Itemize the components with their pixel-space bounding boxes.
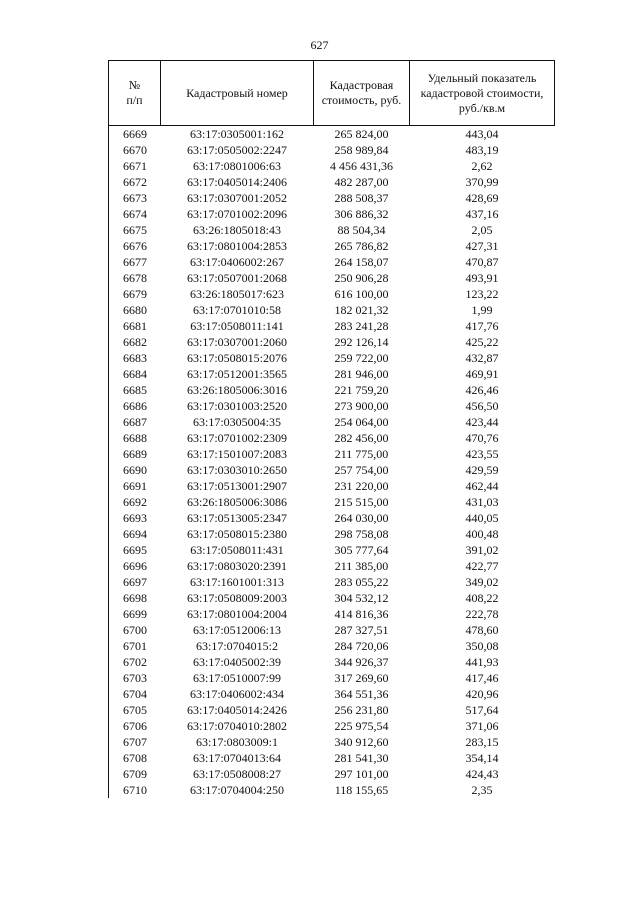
- specific-value: 469,91: [465, 367, 499, 381]
- row-number: 6669: [123, 127, 147, 141]
- specific-value: 517,64: [465, 703, 499, 717]
- specific-value: 427,31: [465, 239, 499, 253]
- row-number: 6675: [123, 223, 147, 237]
- cadastral-value: 182 021,32: [334, 303, 389, 317]
- table-row: [109, 254, 555, 270]
- row-number: 6686: [123, 399, 147, 413]
- row-number: 6690: [123, 463, 147, 477]
- cadastral-number: 63:17:0704010:2802: [186, 719, 287, 733]
- table-row: [109, 334, 555, 350]
- cadastral-value: 282 456,00: [334, 431, 389, 445]
- cadastral-value: 259 722,00: [334, 351, 389, 365]
- row-number: 6694: [123, 527, 147, 541]
- cadastral-value: 273 900,00: [334, 399, 389, 413]
- table-row: [109, 398, 555, 414]
- table-row: [109, 526, 555, 542]
- cadastral-number: 63:17:0405014:2426: [186, 703, 287, 717]
- cadastral-number: 63:17:0508009:2003: [186, 591, 287, 605]
- row-number: 6684: [123, 367, 147, 381]
- cadastral-value: 211 775,00: [334, 447, 389, 461]
- cadastral-number: 63:17:0508011:141: [190, 319, 284, 333]
- row-number: 6702: [123, 655, 147, 669]
- row-number: 6680: [123, 303, 147, 317]
- cadastral-number: 63:17:0701002:2096: [186, 207, 287, 221]
- table-row: [109, 286, 555, 302]
- cadastral-value: 616 100,00: [334, 287, 389, 301]
- table-row: [109, 782, 555, 798]
- cadastral-value: 257 754,00: [334, 463, 389, 477]
- table-row: [109, 590, 555, 606]
- specific-value: 478,60: [465, 623, 499, 637]
- table-row: [109, 622, 555, 638]
- table-body: [109, 126, 555, 799]
- row-number: 6695: [123, 543, 147, 557]
- cadastral-number: 63:17:0307001:2060: [186, 335, 287, 349]
- row-number: 6691: [123, 479, 147, 493]
- header-cadastral-number: Кадастровый номер: [161, 61, 314, 126]
- specific-value: 1,99: [471, 303, 493, 317]
- row-number: 6677: [123, 255, 147, 269]
- cadastral-value: 211 385,00: [334, 559, 389, 573]
- cadastral-value: 264 030,00: [334, 511, 389, 525]
- row-number: 6704: [123, 687, 147, 701]
- table-row: [109, 238, 555, 254]
- table-row: [109, 766, 555, 782]
- cadastral-value: 281 946,00: [334, 367, 389, 381]
- cadastral-value: 317 269,60: [334, 671, 389, 685]
- cadastral-value: 221 759,20: [334, 383, 389, 397]
- row-number: 6670: [123, 143, 147, 157]
- row-number: 6682: [123, 335, 147, 349]
- cadastral-value: 482 287,00: [334, 175, 389, 189]
- row-number: 6688: [123, 431, 147, 445]
- cadastral-number: 63:17:0801004:2004: [186, 607, 287, 621]
- cadastral-number: 63:17:0508011:431: [190, 543, 284, 557]
- cadastral-value: 225 975,54: [334, 719, 389, 733]
- cadastral-value: 283 241,28: [334, 319, 389, 333]
- cadastral-value: 298 758,08: [334, 527, 389, 541]
- cadastral-number: 63:17:0405014:2406: [186, 175, 287, 189]
- page-number: 627: [310, 38, 329, 52]
- cadastral-value: 364 551,36: [334, 687, 389, 701]
- cadastral-number: 63:26:1805017:623: [189, 287, 284, 301]
- cadastral-value: 4 456 431,36: [330, 159, 393, 173]
- table-row: [109, 222, 555, 238]
- row-number: 6672: [123, 175, 147, 189]
- cadastral-number: 63:17:0507001:2068: [186, 271, 287, 285]
- specific-value: 456,50: [465, 399, 499, 413]
- specific-value: 400,48: [465, 527, 499, 541]
- table-row: [109, 734, 555, 750]
- table-row: [109, 510, 555, 526]
- row-number: 6692: [123, 495, 147, 509]
- cadastral-number: 63:17:0508015:2380: [186, 527, 287, 541]
- cadastral-value: 414 816,36: [334, 607, 389, 621]
- table-row: [109, 206, 555, 222]
- specific-value: 283,15: [465, 735, 499, 749]
- table-row: [109, 542, 555, 558]
- row-number: 6710: [123, 783, 147, 797]
- table-row: [109, 382, 555, 398]
- cadastral-number: 63:17:0704013:64: [192, 751, 281, 765]
- cadastral-value: 215 515,00: [334, 495, 389, 509]
- cadastral-number: 63:17:0701002:2309: [186, 431, 287, 445]
- table-row: [109, 270, 555, 286]
- cadastral-number: 63:17:0513001:2907: [186, 479, 287, 493]
- header-cadastral-value: Кадастровая стоимость, руб.: [314, 61, 410, 126]
- cadastral-value: 304 532,12: [334, 591, 389, 605]
- specific-value: 426,46: [465, 383, 499, 397]
- cadastral-number: 63:17:0803009:1: [195, 735, 278, 749]
- cadastral-value: 265 824,00: [334, 127, 389, 141]
- specific-value: 441,93: [465, 655, 499, 669]
- specific-value: 443,04: [465, 127, 499, 141]
- row-number: 6676: [123, 239, 147, 253]
- row-number: 6696: [123, 559, 147, 573]
- specific-value: 429,59: [465, 463, 499, 477]
- specific-value: 422,77: [465, 559, 499, 573]
- table-row: [109, 750, 555, 766]
- cadastral-value: 283 055,22: [334, 575, 389, 589]
- cadastral-number: 63:26:1805018:43: [192, 223, 281, 237]
- cadastral-number: 63:17:0801004:2853: [186, 239, 287, 253]
- row-number: 6707: [123, 735, 147, 749]
- cadastral-value: 340 912,60: [334, 735, 389, 749]
- cadastral-value: 118 155,65: [334, 783, 389, 797]
- table-row: [109, 494, 555, 510]
- specific-value: 440,05: [465, 511, 499, 525]
- table-row: [109, 638, 555, 654]
- row-number: 6689: [123, 447, 147, 461]
- cadastral-number: 63:17:0406002:267: [189, 255, 284, 269]
- header-number: № п/п: [109, 61, 161, 126]
- specific-value: 493,91: [465, 271, 499, 285]
- table-row: [109, 574, 555, 590]
- table-row: [109, 190, 555, 206]
- cadastral-number: 63:17:0803020:2391: [186, 559, 287, 573]
- specific-value: 423,44: [465, 415, 499, 429]
- row-number: 6673: [123, 191, 147, 205]
- table-row: [109, 414, 555, 430]
- cadastral-value: 306 886,32: [334, 207, 389, 221]
- specific-value: 417,76: [465, 319, 499, 333]
- cadastral-value: 256 231,80: [334, 703, 389, 717]
- table-row: [109, 606, 555, 622]
- specific-value: 354,14: [465, 751, 499, 765]
- table-row: [109, 654, 555, 670]
- cadastral-value: 297 101,00: [334, 767, 389, 781]
- specific-value: 391,02: [465, 543, 499, 557]
- table-row: [109, 718, 555, 734]
- header-specific-value: Удельный показатель кадастровой стоимости, руб./кв.м: [410, 61, 555, 126]
- specific-value: 123,22: [465, 287, 499, 301]
- cadastral-number: 63:17:0405002:39: [192, 655, 281, 669]
- row-number: 6703: [123, 671, 147, 685]
- specific-value: 483,19: [465, 143, 499, 157]
- specific-value: 2,05: [471, 223, 493, 237]
- cadastral-value: 250 906,28: [334, 271, 389, 285]
- cadastral-number: 63:17:0305004:35: [192, 415, 281, 429]
- row-number: 6681: [123, 319, 147, 333]
- row-number: 6683: [123, 351, 147, 365]
- row-number: 6700: [123, 623, 147, 637]
- cadastral-value: 265 786,82: [334, 239, 389, 253]
- specific-value: 470,87: [465, 255, 499, 269]
- row-number: 6671: [123, 159, 147, 173]
- specific-value: 408,22: [465, 591, 499, 605]
- cadastral-number: 63:17:0512001:3565: [186, 367, 287, 381]
- specific-value: 2,35: [471, 783, 493, 797]
- row-number: 6697: [123, 575, 147, 589]
- specific-value: 350,08: [465, 639, 499, 653]
- cadastral-value: 88 504,34: [337, 223, 386, 237]
- cadastral-number: 63:26:1805006:3086: [186, 495, 287, 509]
- cadastral-value: 344 926,37: [334, 655, 389, 669]
- specific-value: 371,06: [465, 719, 499, 733]
- specific-value: 428,69: [465, 191, 499, 205]
- cadastral-number: 63:17:0508015:2076: [186, 351, 287, 365]
- table-row: [109, 558, 555, 574]
- cadastral-value: 288 508,37: [334, 191, 389, 205]
- cadastral-number: 63:17:0704015:2: [195, 639, 278, 653]
- row-number: 6674: [123, 207, 147, 221]
- cadastral-number: 63:17:0801006:63: [192, 159, 281, 173]
- row-number: 6685: [123, 383, 147, 397]
- specific-value: 370,99: [465, 175, 499, 189]
- row-number: 6708: [123, 751, 147, 765]
- specific-value: 432,87: [465, 351, 499, 365]
- cadastral-number: 63:17:0406002:434: [189, 687, 284, 701]
- row-number: 6687: [123, 415, 147, 429]
- row-number: 6699: [123, 607, 147, 621]
- cadastral-table: [108, 60, 555, 798]
- table-row: [109, 302, 555, 318]
- table-row: [109, 670, 555, 686]
- table-row: [109, 142, 555, 158]
- specific-value: 417,46: [465, 671, 499, 685]
- row-number: 6706: [123, 719, 147, 733]
- specific-value: 424,43: [465, 767, 499, 781]
- row-number: 6698: [123, 591, 147, 605]
- row-number: 6709: [123, 767, 147, 781]
- cadastral-number: 63:17:1601001:313: [189, 575, 284, 589]
- specific-value: 425,22: [465, 335, 499, 349]
- cadastral-value: 305 777,64: [334, 543, 389, 557]
- cadastral-number: 63:17:0512006:13: [192, 623, 281, 637]
- table-row: [109, 478, 555, 494]
- specific-value: 349,02: [465, 575, 499, 589]
- table-row: [109, 366, 555, 382]
- specific-value: 437,16: [465, 207, 499, 221]
- specific-value: 431,03: [465, 495, 499, 509]
- row-number: 6679: [123, 287, 147, 301]
- cadastral-number: 63:17:0505002:2247: [186, 143, 287, 157]
- table-row: [109, 174, 555, 190]
- row-number: 6693: [123, 511, 147, 525]
- cadastral-number: 63:17:0303010:2650: [186, 463, 287, 477]
- cadastral-number: 63:17:0513005:2347: [186, 511, 287, 525]
- cadastral-number: 63:17:0704004:250: [189, 783, 284, 797]
- table-row: [109, 446, 555, 462]
- cadastral-number: 63:17:1501007:2083: [186, 447, 287, 461]
- specific-value: 222,78: [465, 607, 499, 621]
- cadastral-value: 287 327,51: [334, 623, 389, 637]
- specific-value: 420,96: [465, 687, 499, 701]
- cadastral-number: 63:17:0307001:2052: [186, 191, 287, 205]
- cadastral-value: 258 989,84: [334, 143, 389, 157]
- table-row: [109, 126, 555, 143]
- cadastral-value: 284 720,06: [334, 639, 389, 653]
- cadastral-value: 231 220,00: [334, 479, 389, 493]
- row-number: 6678: [123, 271, 147, 285]
- specific-value: 2,62: [471, 159, 493, 173]
- cadastral-number: 63:17:0305001:162: [189, 127, 284, 141]
- specific-value: 423,55: [465, 447, 499, 461]
- specific-value: 470,76: [465, 431, 499, 445]
- specific-value: 462,44: [465, 479, 499, 493]
- cadastral-number: 63:17:0301003:2520: [186, 399, 287, 413]
- cadastral-value: 292 126,14: [334, 335, 389, 349]
- cadastral-number: 63:26:1805006:3016: [186, 383, 287, 397]
- row-number: 6701: [123, 639, 147, 653]
- table-row: [109, 686, 555, 702]
- cadastral-value: 254 064,00: [334, 415, 389, 429]
- table-header: [109, 61, 555, 126]
- table-row: [109, 318, 555, 334]
- row-number: 6705: [123, 703, 147, 717]
- table-row: [109, 158, 555, 174]
- table-row: [109, 350, 555, 366]
- cadastral-value: 264 158,07: [334, 255, 389, 269]
- table-row: [109, 430, 555, 446]
- cadastral-number: 63:17:0701010:58: [192, 303, 281, 317]
- cadastral-number: 63:17:0508008:27: [192, 767, 281, 781]
- cadastral-number: 63:17:0510007:99: [192, 671, 281, 685]
- table-row: [109, 702, 555, 718]
- table-row: [109, 462, 555, 478]
- cadastral-value: 281 541,30: [334, 751, 389, 765]
